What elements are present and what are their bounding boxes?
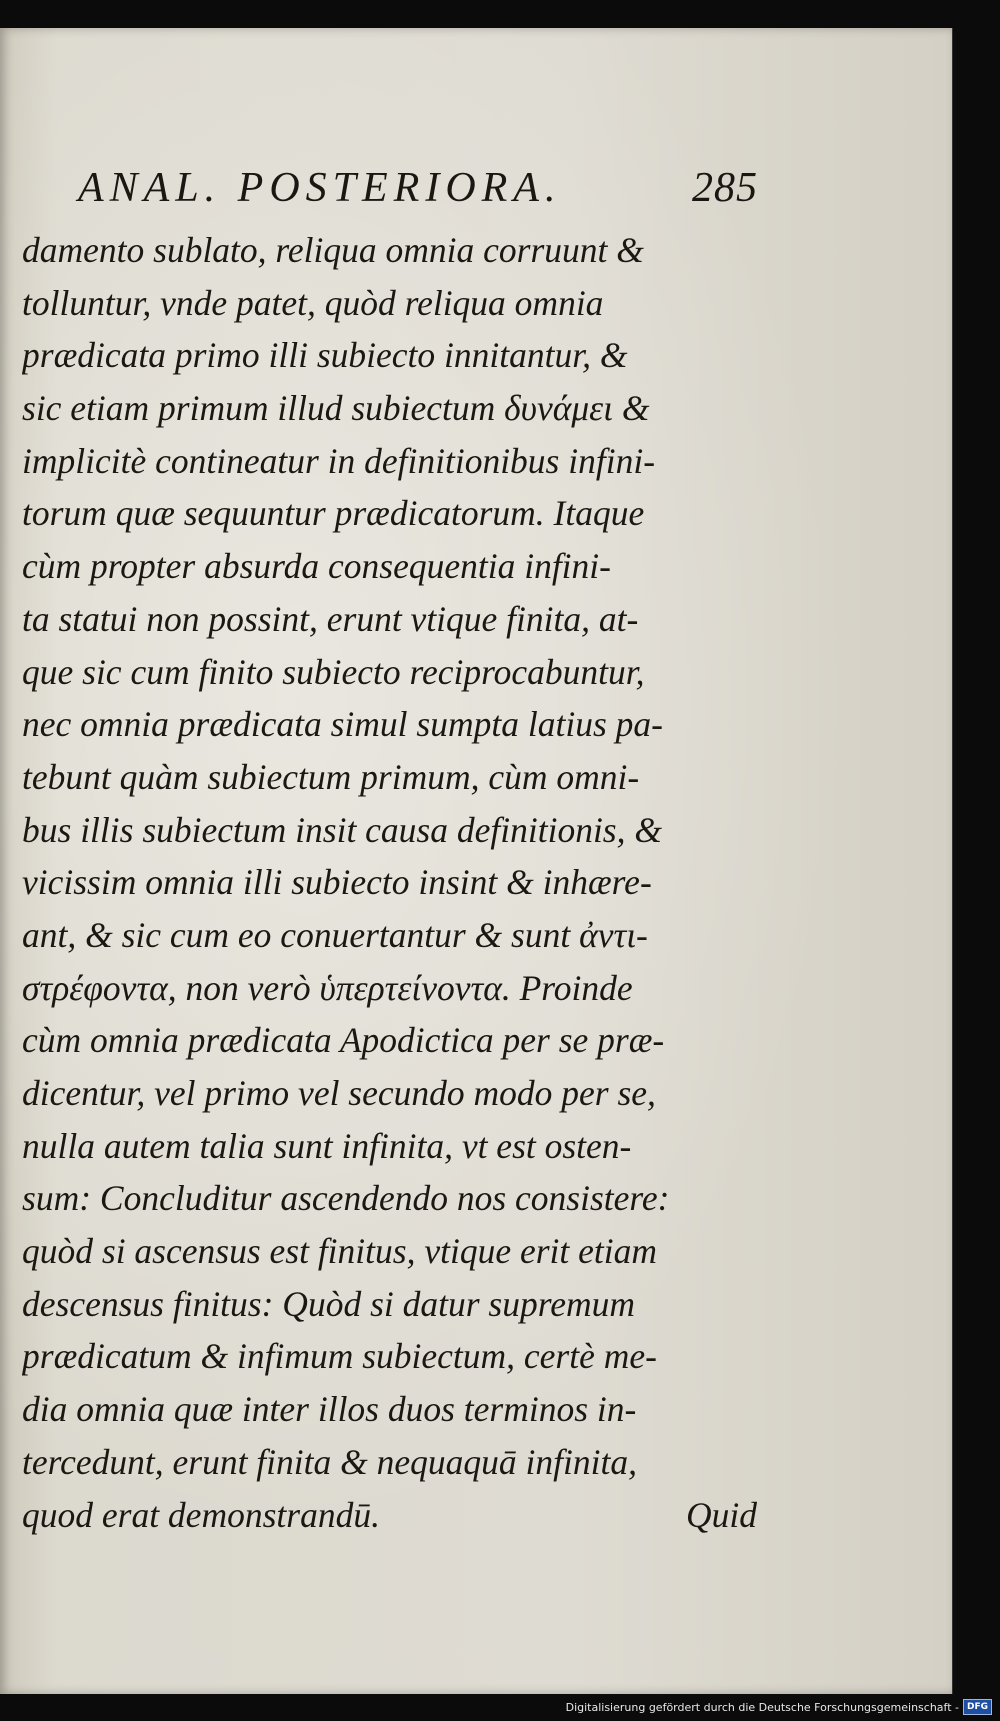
page-number: 285 [692, 165, 758, 211]
text-line: nec omnia prædicata simul sumpta latius pa- [22, 704, 663, 745]
text-line: tebunt quàm subiectum primum, cùm omni- [22, 756, 640, 797]
text-line: tolluntur, vnde patet, quòd reliqua omnia [22, 282, 604, 323]
text-line: prædicata primo illi subiecto innitantur, & [22, 335, 628, 376]
closing-text: quod erat demonstrandū. [22, 1494, 380, 1535]
running-title: ANAL. POSTERIORA. [78, 165, 562, 211]
text-line: ta statui non possint, erunt vtique finita, at- [22, 598, 639, 639]
text-line: damento sublato, reliqua omnia corruunt & [22, 230, 644, 270]
body-text [22, 224, 757, 1541]
text-line: quòd si ascensus est finitus, vtique erit etiam [22, 1231, 657, 1272]
text-line: cùm propter absurda consequentia infini- [22, 546, 611, 587]
text-line: que sic cum finito subiecto reciprocabuntur, [22, 651, 645, 692]
book-page [0, 28, 953, 1694]
text-line: sum: Concluditur ascendendo nos consistere: [22, 1178, 670, 1219]
text-line: cùm omnia prædicata Apodictica per se præ- [22, 1020, 665, 1061]
catchword: Quid [686, 1494, 757, 1535]
text-line: sic etiam primum illud subiectum δυνάμει & [22, 388, 650, 429]
page-header [78, 150, 758, 220]
text-line: tercedunt, erunt finita & nequaquā infinita, [22, 1441, 637, 1482]
credit-text: Digitalisierung gefördert durch die Deutsche Forschungsgemeinschaft - [565, 1700, 959, 1714]
text-line: descensus finitus: Quòd si datur supremum [22, 1283, 636, 1324]
text-line: dicentur, vel primo vel secundo modo per se, [22, 1073, 656, 1113]
text-line: bus illis subiectum insit causa definitionis, & [22, 809, 662, 850]
text-line: torum quæ sequuntur prædicatorum. Itaque [22, 493, 645, 534]
text-line-last [22, 1489, 757, 1542]
text-line: prædicatum & infimum subiectum, certè me- [22, 1336, 657, 1377]
text-line: dia omnia quæ inter illos duos terminos in- [22, 1389, 637, 1430]
dfg-logo-icon: DFG [963, 1699, 992, 1715]
digitization-credit [566, 1699, 992, 1715]
text-line: στρέφοντα, non verò ὑπερτείνοντα. Proinde [22, 967, 633, 1008]
text-line: implicitè contineatur in definitionibus infini- [22, 440, 656, 481]
text-line: vicissim omnia illi subiecto insint & inhære- [22, 862, 652, 903]
text-line: nulla autem talia sunt infinita, vt est osten- [22, 1125, 632, 1166]
text-line: ant, & sic cum eo conuertantur & sunt ἀντι- [22, 914, 648, 955]
